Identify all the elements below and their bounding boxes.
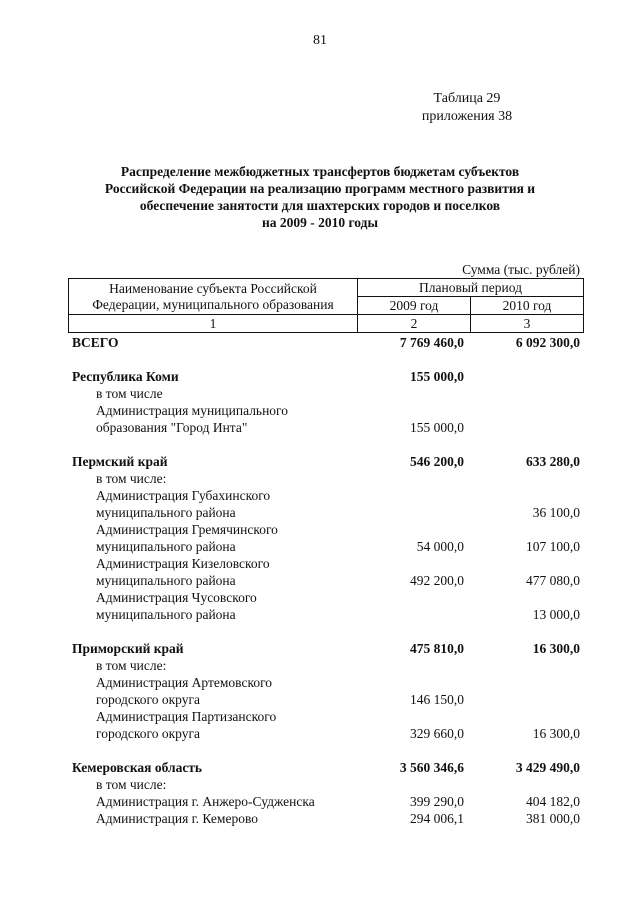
row-value-2009: 146 150,0 xyxy=(410,692,464,707)
row-value-2009: 7 769 460,0 xyxy=(399,335,464,350)
header-colnum-1: 1 xyxy=(69,315,358,333)
row-name: Администрация Губахинского xyxy=(96,488,271,503)
row-value-2009: 294 006,1 xyxy=(410,811,464,826)
row-name: Администрация Партизанского xyxy=(96,709,277,724)
table-row-total xyxy=(72,334,584,351)
table-row xyxy=(72,691,584,708)
table-row xyxy=(72,674,584,691)
row-name: муниципального района xyxy=(96,505,236,520)
row-name: Администрация Гремячинского xyxy=(96,522,278,537)
row-value-2010: 36 100,0 xyxy=(532,505,580,520)
row-name: Администрация Кизеловского xyxy=(96,556,270,571)
header-year-2009: 2009 год xyxy=(358,297,471,315)
table-row xyxy=(72,419,584,436)
table-row xyxy=(72,572,584,589)
row-name: Администрация муниципального xyxy=(96,403,289,418)
row-value-2010: 107 100,0 xyxy=(526,539,580,554)
row-value-2009: 399 290,0 xyxy=(410,794,464,809)
table-row xyxy=(72,589,584,606)
table-row-region xyxy=(72,759,584,776)
row-name: Республика Коми xyxy=(72,369,179,384)
row-value-2010: 6 092 300,0 xyxy=(515,335,580,350)
row-name: в том числе: xyxy=(96,471,167,486)
row-name: городского округа xyxy=(96,726,201,741)
table-reference xyxy=(412,90,522,126)
row-name: Пермский край xyxy=(72,454,168,469)
row-value-2010: 477 080,0 xyxy=(526,573,580,588)
row-name: Администрация Артемовского xyxy=(96,675,273,690)
header-year-2010: 2010 год xyxy=(471,297,584,315)
table-row-region xyxy=(72,453,584,470)
table-row xyxy=(72,538,584,555)
table-row xyxy=(72,487,584,504)
table-row-region xyxy=(72,640,584,657)
row-name: в том числе xyxy=(96,386,163,401)
row-name: Приморский край xyxy=(72,641,184,656)
row-value-2010: 13 000,0 xyxy=(532,607,580,622)
header-colnum-3: 3 xyxy=(471,315,584,333)
title-line3: обеспечение занятости для шахтерских городов и поселков xyxy=(139,198,501,213)
row-name: муниципального района xyxy=(96,539,236,554)
row-value-2009: 492 200,0 xyxy=(410,573,464,588)
row-name: ВСЕГО xyxy=(72,335,119,350)
title-line1: Распределение межбюджетных трансфертов бюджетам субъектов xyxy=(120,164,520,179)
row-name: Администрация г. Анжеро-Судженска xyxy=(96,794,315,809)
row-value-2009: 54 000,0 xyxy=(416,539,464,554)
table-row xyxy=(72,521,584,538)
row-value-2009: 3 560 346,6 xyxy=(399,760,464,775)
row-value-2010: 16 300,0 xyxy=(532,726,580,741)
row-name: Администрация г. Кемерово xyxy=(96,811,258,826)
row-value-2010: 404 182,0 xyxy=(526,794,580,809)
title-line4: на 2009 - 2010 годы xyxy=(261,215,379,230)
row-name: Кемеровская область xyxy=(72,760,203,775)
table-ref-line1: Таблица 29 xyxy=(433,91,501,106)
header-colnum-2: 2 xyxy=(358,315,471,333)
row-value-2009: 155 000,0 xyxy=(410,420,464,435)
table-row xyxy=(72,776,584,793)
document-title xyxy=(60,163,580,231)
row-name: в том числе: xyxy=(96,777,167,792)
table-row xyxy=(72,470,584,487)
row-value-2010: 633 280,0 xyxy=(526,454,580,469)
table-row xyxy=(72,385,584,402)
header-name-line2: Федерации, муниципального образования xyxy=(92,296,334,312)
table-row xyxy=(72,504,584,521)
title-line2: Российской Федерации на реализацию программ местного развития и xyxy=(104,181,536,196)
row-value-2010: 16 300,0 xyxy=(532,641,580,656)
row-value-2010: 3 429 490,0 xyxy=(515,760,580,775)
table-row xyxy=(72,657,584,674)
table-ref-line2: приложения 38 xyxy=(421,109,513,124)
row-value-2009: 329 660,0 xyxy=(410,726,464,741)
table-row xyxy=(72,810,584,827)
table-row-region xyxy=(72,368,584,385)
row-name: Администрация Чусовского xyxy=(96,590,257,605)
row-name: городского округа xyxy=(96,692,201,707)
units-label: Сумма (тыс. рублей) xyxy=(462,262,580,277)
table-row xyxy=(72,555,584,572)
table-body xyxy=(72,334,584,827)
row-name: образования "Город Инта" xyxy=(96,420,248,435)
table-row xyxy=(72,793,584,810)
header-name-line1: Наименование субъекта Российской xyxy=(109,280,317,296)
table-row xyxy=(72,606,584,623)
row-value-2009: 475 810,0 xyxy=(410,641,464,656)
header-name-column xyxy=(69,279,358,315)
row-value-2009: 155 000,0 xyxy=(410,369,464,384)
table-row xyxy=(72,402,584,419)
row-value-2010: 381 000,0 xyxy=(526,811,580,826)
table-row xyxy=(72,708,584,725)
row-name: муниципального района xyxy=(96,573,236,588)
row-name: в том числе: xyxy=(96,658,167,673)
table-row xyxy=(72,725,584,742)
header-period: Плановый период xyxy=(358,279,584,297)
row-name: муниципального района xyxy=(96,607,236,622)
page-number: 81 xyxy=(313,33,327,48)
row-value-2009: 546 200,0 xyxy=(410,454,464,469)
table-header xyxy=(68,278,584,333)
